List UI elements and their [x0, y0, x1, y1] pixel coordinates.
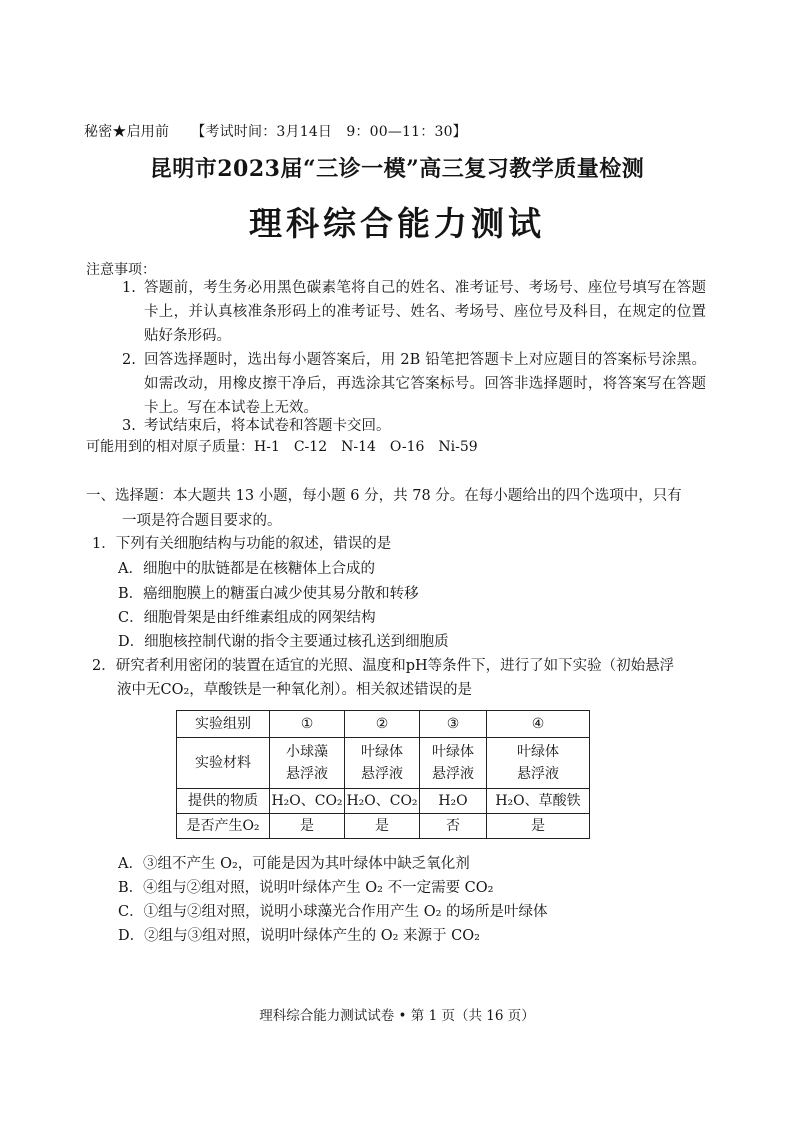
atomic-masses: 可能用到的相对原子质量：H-1 C-12 N-14 O-16 Ni-59 — [86, 439, 478, 455]
header-line — [84, 121, 467, 141]
exam-title: 昆明市2023届“三诊一模”高三复习教学质量检测 — [149, 156, 645, 182]
question-2-stem-line-2: 液中无CO₂，草酸铁是一种氧化剂）。相关叙述错误的是 — [117, 682, 473, 698]
table-cell — [487, 738, 590, 789]
note-item-1 — [122, 276, 706, 348]
table-header-cell: 实验组别 — [177, 711, 270, 738]
page-footer: 理科综合能力测试试卷 • 第 1 页（共 16 页） — [259, 1008, 535, 1024]
table-row-label: 是否产生O₂ — [177, 814, 270, 839]
table-cell: H₂O、CO₂ — [270, 789, 345, 814]
notes-heading: 注意事项： — [86, 262, 156, 278]
note-number: 3. — [122, 418, 136, 434]
question-2-option-c: C．①组与②组对照，说明小球藻光合作用产生 O₂ 的场所是叶绿体 — [118, 904, 548, 920]
page-title: 理科综合能力测试 — [249, 204, 545, 243]
question-2-option-d: D．②组与③组对照，说明叶绿体产生的 O₂ 来源于 CO₂ — [118, 928, 480, 944]
note-text: 考试结束后，将本试卷和答题卡交回。 — [144, 418, 391, 434]
table-header-cell: ① — [270, 711, 345, 738]
table-header-cell: ③ — [420, 711, 487, 738]
table-header-row — [177, 711, 590, 738]
section-heading — [86, 484, 700, 534]
table-cell: 是 — [345, 814, 420, 839]
table-cell — [420, 738, 487, 789]
table-cell — [345, 738, 420, 789]
question-1-option-a: A．细胞中的肽链都是在核糖体上合成的 — [118, 561, 375, 577]
question-1-option-c: C．细胞骨架是由纤维素组成的网架结构 — [118, 610, 376, 626]
note-number: 2. — [122, 352, 136, 368]
exam-time: 【考试时间：3月14日 9：00—11：30】 — [191, 124, 467, 140]
note-number: 1. — [122, 280, 136, 296]
table-row-label: 提供的物质 — [177, 789, 270, 814]
table-row — [177, 789, 590, 814]
table-row — [177, 814, 590, 839]
section-line-2: 一项是符合题目要求的。 — [122, 513, 282, 529]
table-row — [177, 738, 590, 789]
table-cell: 否 — [420, 814, 487, 839]
cell-line: 悬浮液 — [432, 766, 474, 782]
question-2-option-a: A．③组不产生 O₂，可能是因为其叶绿体中缺乏氧化剂 — [118, 856, 470, 872]
note-text: 回答选择题时，选出每小题答案后，用 2B 铅笔把答题卡上对应题目的答案标号涂黑。如需改动，用橡皮擦干净后，再选涂其它答案标号。回答非选择题时，将答案写在答题卡上。写在本试卷上无效。 — [144, 352, 706, 416]
table-cell — [270, 738, 345, 789]
table-row-label: 实验材料 — [177, 738, 270, 789]
cell-line: 叶绿体 — [432, 744, 474, 760]
cell-line: 叶绿体 — [361, 744, 403, 760]
note-text: 答题前，考生务必用黑色碳素笔将自己的姓名、准考证号、考场号、座位号填写在答题卡上，并认真核准条形码上的准考证号、姓名、考场号、座位号及科目，在规定的位置贴好条形码。 — [144, 280, 706, 344]
question-1-option-d: D．细胞核控制代谢的指令主要通过核孔送到细胞质 — [118, 634, 449, 650]
table-header-cell: ② — [345, 711, 420, 738]
table-header-cell: ④ — [487, 711, 590, 738]
table-cell: 是 — [270, 814, 345, 839]
cell-line: 悬浮液 — [517, 766, 559, 782]
table-cell: 是 — [487, 814, 590, 839]
question-1-option-b: B．癌细胞膜上的糖蛋白减少使其易分散和转移 — [118, 586, 419, 602]
note-item-3 — [122, 414, 706, 438]
table-cell: H₂O、草酸铁 — [487, 789, 590, 814]
experiment-table — [176, 710, 590, 839]
cell-line: 悬浮液 — [286, 766, 328, 782]
question-2-stem-line-1: 2．研究者利用密闭的装置在适宜的光照、温度和pH等条件下，进行了如下实验（初始悬浮 — [92, 658, 675, 674]
question-2-option-b: B．④组与②组对照，说明叶绿体产生 O₂ 不一定需要 CO₂ — [118, 880, 494, 896]
section-line-1: 一、选择题：本大题共 13 小题，每小题 6 分，共 78 分。在每小题给出的四个选项中，只有 — [86, 488, 682, 504]
question-1-stem: 1．下列有关细胞结构与功能的叙述，错误的是 — [92, 536, 392, 552]
note-item-2 — [122, 348, 706, 420]
confidential-label: 秘密★启用前 — [84, 124, 170, 140]
cell-line: 叶绿体 — [517, 744, 559, 760]
cell-line: 悬浮液 — [361, 766, 403, 782]
cell-line: 小球藻 — [286, 744, 328, 760]
table-cell: H₂O — [420, 789, 487, 814]
table-cell: H₂O、CO₂ — [345, 789, 420, 814]
